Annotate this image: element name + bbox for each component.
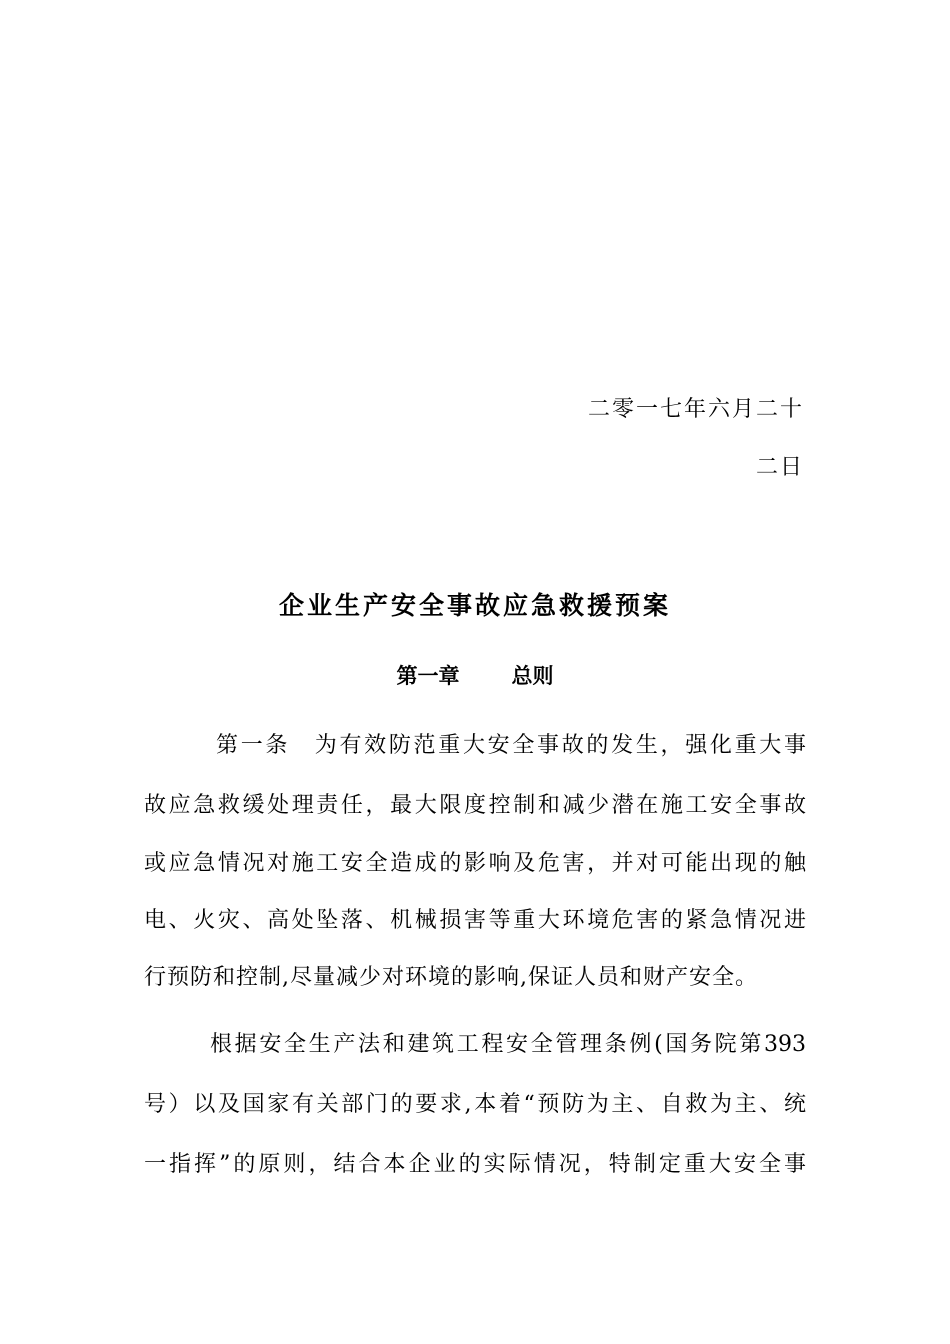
paragraph2-line-1: 根据安全生产法和建筑工程安全管理条例(国务院第393 bbox=[210, 1032, 806, 1057]
article1-line-1: 第一条 为有效防范重大安全事故的发生，强化重大事 bbox=[216, 733, 806, 758]
article1-line-3: 或应急情况对施工安全造成的影响及危害，并对可能出现的触 bbox=[144, 851, 806, 876]
article1-line-5: 行预防和控制,尽量减少对环境的影响,保证人员和财产安全。 bbox=[144, 965, 758, 990]
paragraph2-line-3: 一指挥”的原则，结合本企业的实际情况，特制定重大安全事 bbox=[144, 1152, 806, 1177]
date-line-2: 二日 bbox=[755, 455, 804, 480]
paragraph2-line-2: 号）以及国家有关部门的要求,本着“预防为主、自救为主、统 bbox=[144, 1092, 806, 1117]
article1-line-4: 电、火灾、高处坠落、机械损害等重大环境危害的紧急情况进 bbox=[144, 908, 806, 933]
chapter-heading bbox=[0, 660, 950, 690]
document-title: 企业生产安全事故应急救援预案 bbox=[278, 591, 671, 620]
chapter-name: 总则 bbox=[511, 663, 554, 688]
article1-line-2: 故应急救缓处理责任，最大限度控制和减少潜在施工安全事故 bbox=[144, 793, 806, 818]
date-line-1: 二零一七年六月二十 bbox=[587, 397, 804, 422]
chapter-number: 第一章 bbox=[396, 663, 460, 688]
